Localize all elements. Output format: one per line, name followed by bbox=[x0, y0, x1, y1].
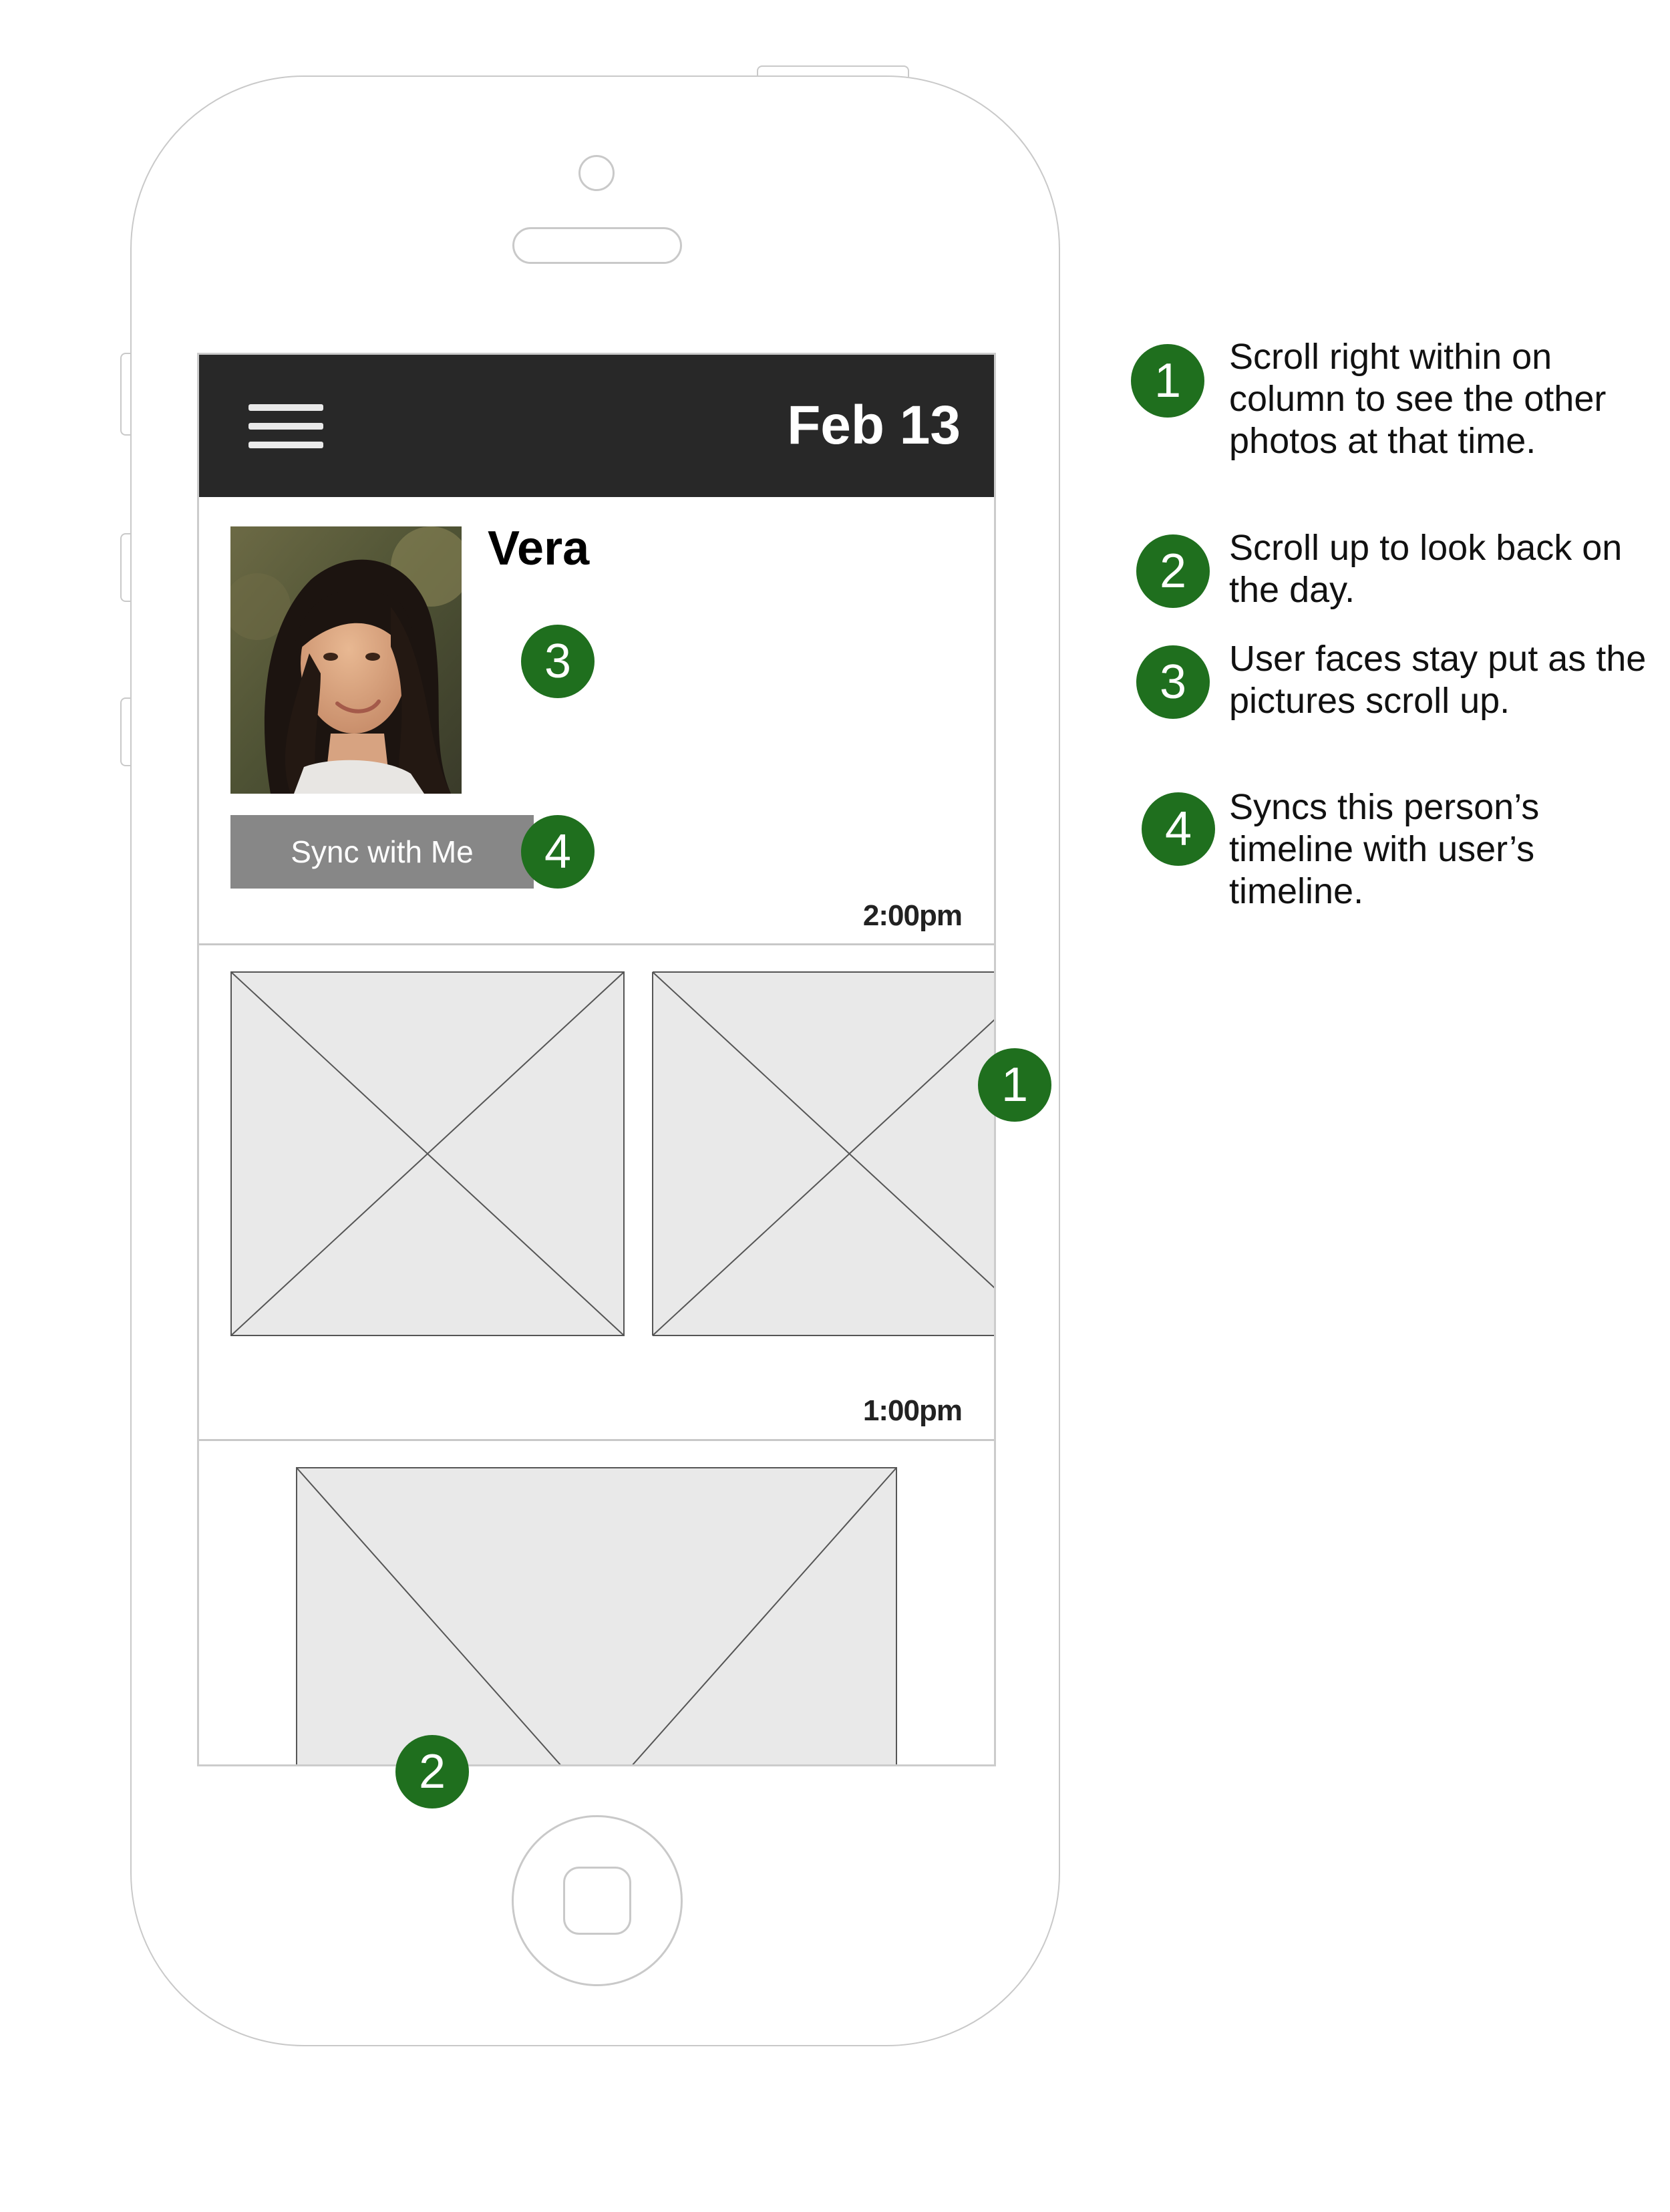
power-button bbox=[757, 65, 909, 77]
annotation-marker-2: 2 bbox=[395, 1735, 469, 1808]
avatar[interactable] bbox=[230, 526, 462, 794]
photo-placeholder[interactable] bbox=[296, 1467, 897, 1766]
mute-switch bbox=[120, 353, 132, 436]
earpiece-speaker bbox=[512, 227, 682, 264]
legend-text-1: Scroll right within on column to see the other photos at that time. bbox=[1229, 337, 1607, 461]
photo-placeholder[interactable] bbox=[230, 971, 625, 1336]
annotation-marker-1: 1 bbox=[978, 1048, 1051, 1122]
front-camera bbox=[578, 155, 615, 191]
avatar-photo bbox=[230, 526, 462, 794]
menu-bar bbox=[248, 423, 323, 430]
annotation-marker-4: 4 bbox=[521, 815, 595, 889]
legend-marker-1: 1 bbox=[1131, 344, 1204, 418]
time-label-1pm: 1:00pm bbox=[862, 1394, 962, 1427]
image-placeholder-icon bbox=[230, 971, 625, 1336]
image-placeholder-icon bbox=[652, 971, 996, 1336]
app-header bbox=[199, 355, 994, 497]
section-divider bbox=[199, 943, 994, 945]
home-button-icon bbox=[563, 1867, 631, 1935]
app-screen bbox=[197, 353, 996, 1766]
legend-marker-2: 2 bbox=[1136, 534, 1210, 608]
legend-text-4: Syncs this person’s timeline with user’s timeline. bbox=[1229, 787, 1540, 911]
legend-marker-3: 3 bbox=[1136, 645, 1210, 719]
volume-up-button bbox=[120, 533, 132, 602]
menu-bar bbox=[248, 442, 323, 448]
profile-name: Vera bbox=[488, 522, 590, 575]
sync-with-me-button[interactable]: Sync with Me bbox=[230, 815, 534, 889]
hamburger-menu-icon[interactable] bbox=[239, 389, 333, 463]
header-date: Feb 13 bbox=[787, 395, 961, 456]
image-placeholder-icon bbox=[296, 1467, 897, 1766]
photo-placeholder[interactable] bbox=[652, 971, 996, 1336]
annotation-marker-3: 3 bbox=[521, 625, 595, 698]
legend-text-2: Scroll up to look back on the day. bbox=[1229, 528, 1623, 610]
menu-bar bbox=[248, 404, 323, 411]
legend-text-3: User faces stay put as the pictures scroll up. bbox=[1229, 639, 1647, 721]
time-label-2pm: 2:00pm bbox=[862, 899, 962, 932]
section-divider bbox=[199, 1439, 994, 1441]
volume-down-button bbox=[120, 697, 132, 766]
legend-marker-4: 4 bbox=[1142, 792, 1215, 866]
